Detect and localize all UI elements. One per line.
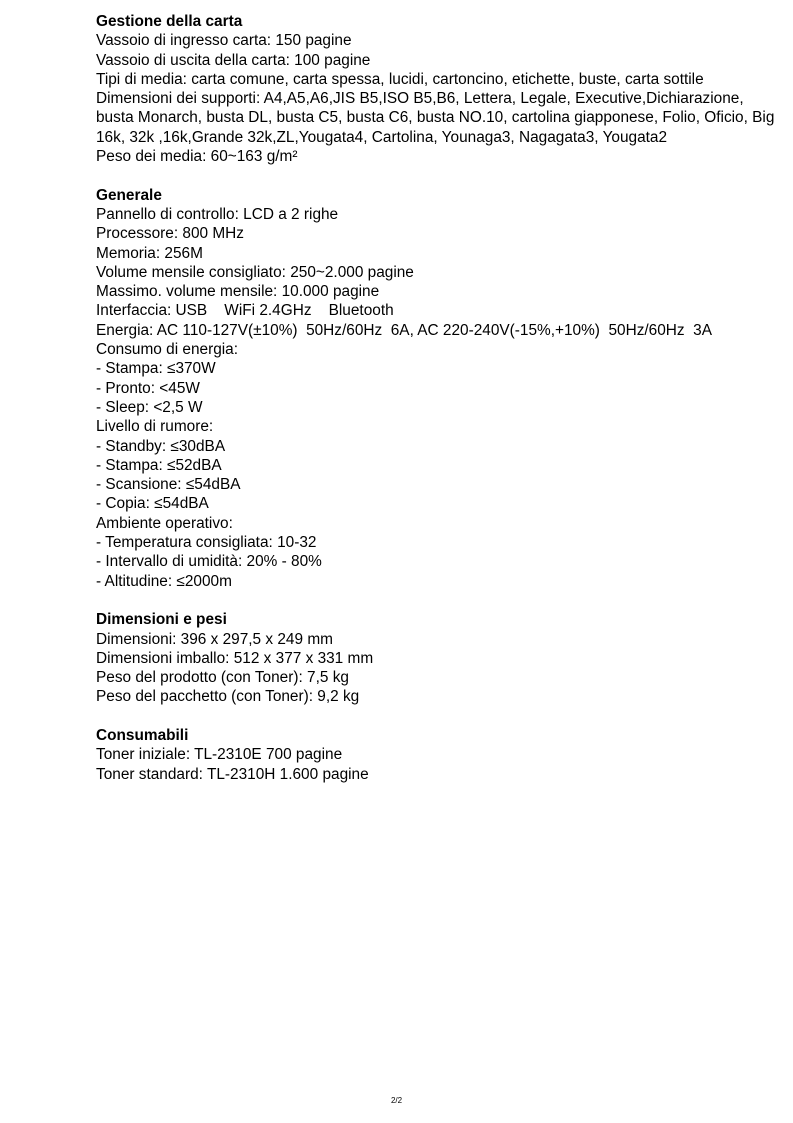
spec-line: Peso del pacchetto (con Toner): 9,2 kg bbox=[96, 688, 360, 706]
spec-line: - Altitudine: ≤2000m bbox=[96, 572, 232, 590]
section-general bbox=[96, 186, 776, 591]
spec-line: - Copia: ≤54dBA bbox=[96, 495, 209, 513]
document-body bbox=[96, 12, 779, 803]
spec-line: Pannello di controllo: LCD a 2 righe bbox=[96, 205, 339, 223]
section-consumables bbox=[96, 726, 776, 784]
spec-line: - Stampa: ≤370W bbox=[96, 360, 216, 378]
spec-line: Memoria: 256M bbox=[96, 244, 203, 262]
spec-line: - Sleep: <2,5 W bbox=[96, 398, 203, 416]
page-number: 2/2 bbox=[390, 1096, 403, 1105]
spec-line: Livello di rumore: bbox=[96, 418, 214, 436]
spec-line: Tipi di media: carta comune, carta spessa, lucidi, cartoncino, etichette, buste, carta sottile bbox=[96, 70, 704, 88]
spec-line: Dimensioni dei supporti: A4,A5,A6,JIS B5,ISO B5,B6, Lettera, Legale, Executive,Dichiarazione, busta Monarch, busta DL, busta C5, busta C6, busta NO.10, cartolina giapponese, Folio, Oficio, Big 16k, 32k ,16k,Grande 32k,ZL,Yougata4, Cartolina, Younaga3, Nagagata3, Yougata2 bbox=[96, 90, 779, 146]
section-heading: Consumabili bbox=[96, 726, 189, 744]
spec-line: Dimensioni: 396 x 297,5 x 249 mm bbox=[96, 630, 333, 648]
spec-line: Peso dei media: 60~163 g/m² bbox=[96, 148, 298, 166]
spec-line: Toner iniziale: TL-2310E 700 pagine bbox=[96, 746, 343, 764]
spec-line: - Intervallo di umidità: 20% - 80% bbox=[96, 553, 322, 571]
spec-line: Vassoio di uscita della carta: 100 pagine bbox=[96, 51, 371, 69]
section-heading: Gestione della carta bbox=[96, 13, 243, 30]
section-dimensions-weights bbox=[96, 610, 776, 706]
spec-line: Vassoio di ingresso carta: 150 pagine bbox=[96, 32, 352, 50]
spec-line: Processore: 800 MHz bbox=[96, 225, 244, 243]
spec-line: - Stampa: ≤52dBA bbox=[96, 456, 222, 474]
spec-line: - Temperatura consigliata: 10-32 bbox=[96, 534, 317, 552]
spec-line: Peso del prodotto (con Toner): 7,5 kg bbox=[96, 669, 349, 687]
spec-line: Energia: AC 110-127V(±10%) 50Hz/60Hz 6A, AC 220-240V(-15%,+10%) 50Hz/60Hz 3A bbox=[96, 321, 712, 339]
spec-line: - Pronto: <45W bbox=[96, 379, 200, 397]
spec-line: Toner standard: TL-2310H 1.600 pagine bbox=[96, 765, 369, 783]
spec-line: Massimo. volume mensile: 10.000 pagine bbox=[96, 283, 380, 301]
section-heading: Dimensioni e pesi bbox=[96, 611, 227, 629]
section-paper-handling bbox=[96, 12, 779, 166]
spec-line: Ambiente operativo: bbox=[96, 514, 233, 532]
spec-line: Consumo di energia: bbox=[96, 341, 239, 359]
spec-line: Interfaccia: USB WiFi 2.4GHz Bluetooth bbox=[96, 302, 394, 320]
spec-line: - Standby: ≤30dBA bbox=[96, 437, 226, 455]
spec-line: - Scansione: ≤54dBA bbox=[96, 476, 241, 494]
section-heading: Generale bbox=[96, 186, 162, 204]
spec-line: Dimensioni imballo: 512 x 377 x 331 mm bbox=[96, 649, 374, 667]
spec-line: Volume mensile consigliato: 250~2.000 pagine bbox=[96, 263, 414, 281]
